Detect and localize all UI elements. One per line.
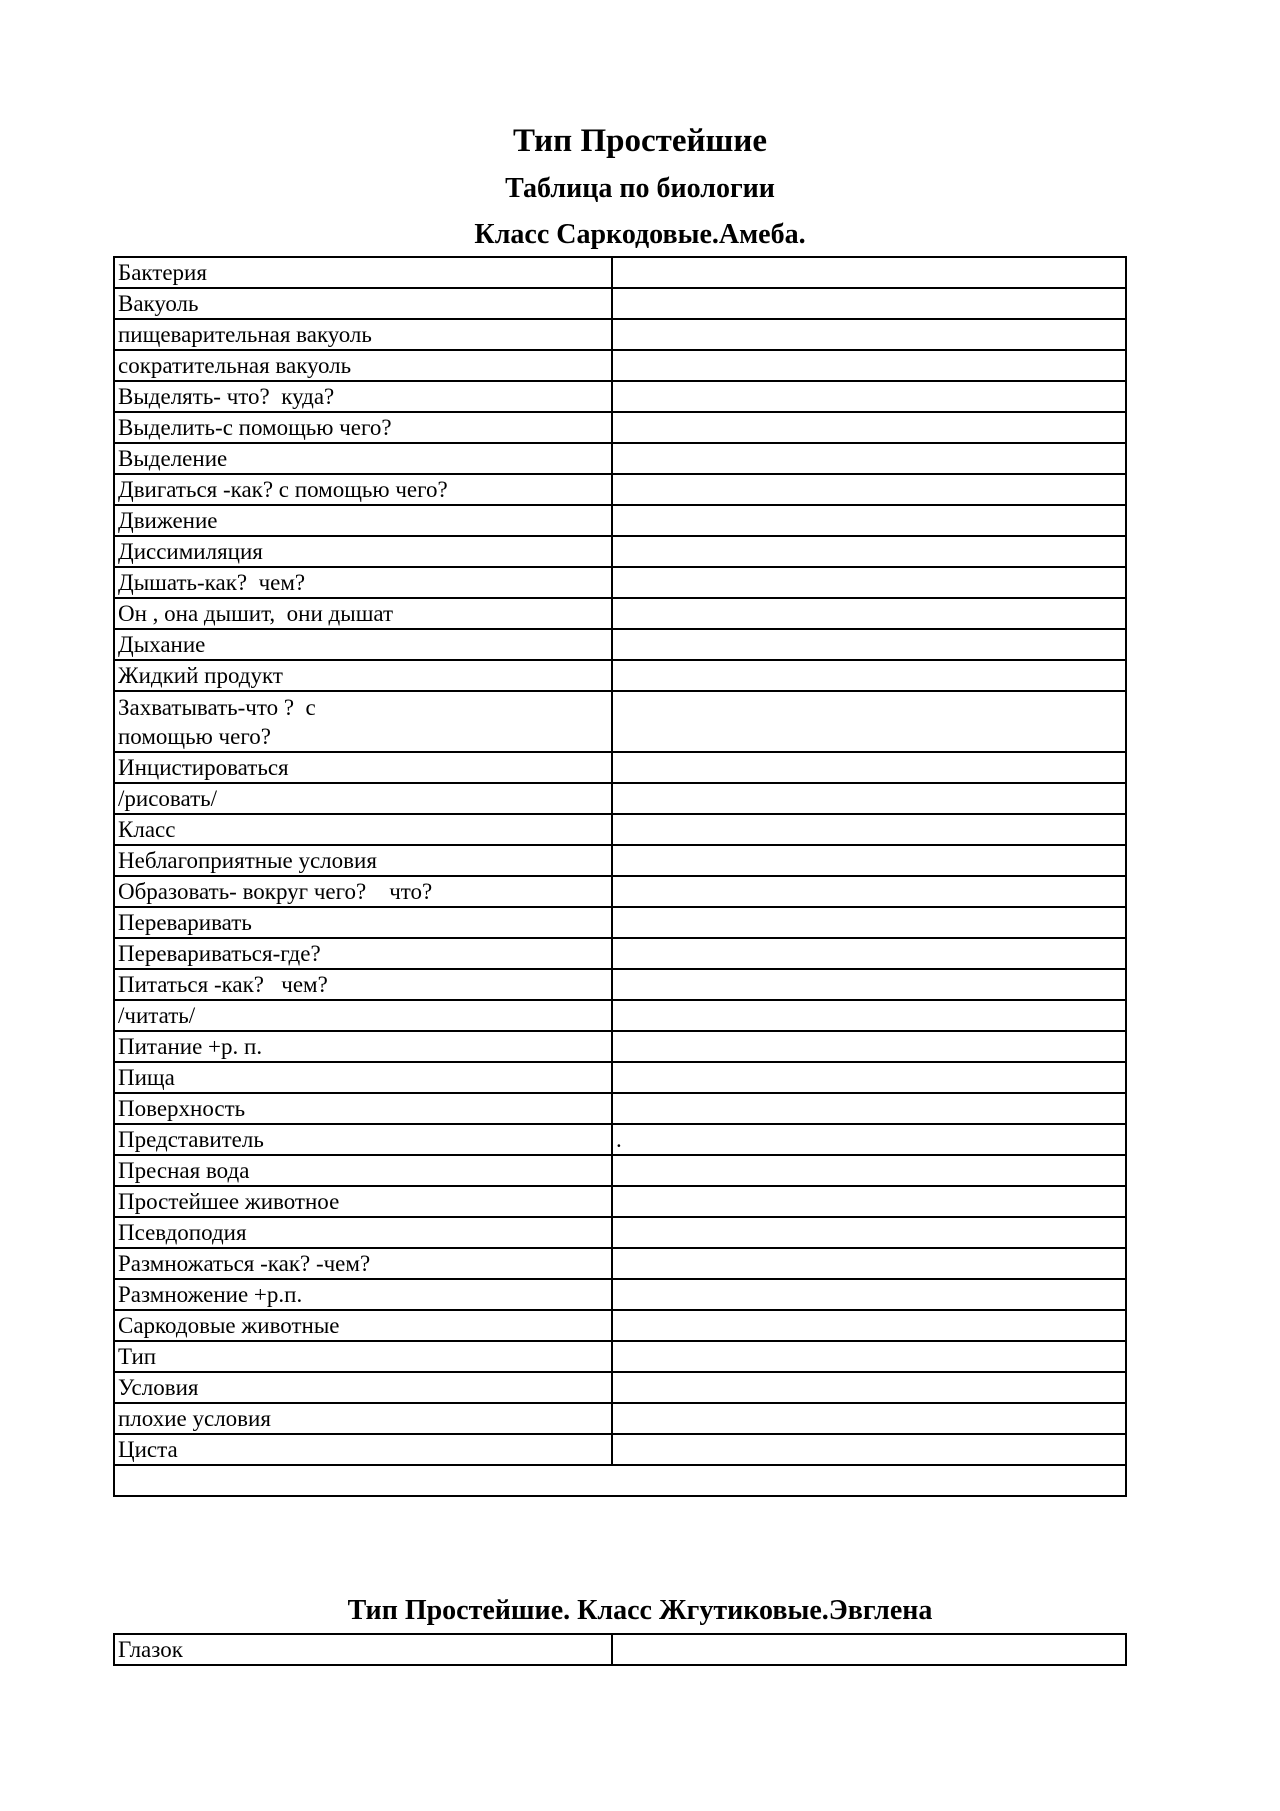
- answer-cell[interactable]: [612, 443, 1126, 474]
- answer-cell[interactable]: [612, 876, 1126, 907]
- term-cell: пищеварительная вакуоль: [114, 319, 612, 350]
- table-row: [114, 1434, 1126, 1465]
- answer-cell[interactable]: [612, 567, 1126, 598]
- term-cell: Жидкий продукт: [114, 660, 612, 691]
- term-cell: Перевариваться-где?: [114, 938, 612, 969]
- answer-cell[interactable]: [612, 1093, 1126, 1124]
- term-cell: Класс: [114, 814, 612, 845]
- table-row: [114, 1124, 1126, 1155]
- table-row: [114, 814, 1126, 845]
- table-row: [114, 1341, 1126, 1372]
- answer-cell[interactable]: [612, 474, 1126, 505]
- term-cell: Двигаться -как? с помощью чего?: [114, 474, 612, 505]
- term-cell: сократительная вакуоль: [114, 350, 612, 381]
- answer-cell[interactable]: [612, 381, 1126, 412]
- vocabulary-table-euglena: [113, 1633, 1127, 1666]
- term-cell: Вакуоль: [114, 288, 612, 319]
- answer-cell[interactable]: [612, 319, 1126, 350]
- term-cell: Неблагоприятные условия: [114, 845, 612, 876]
- answer-cell[interactable]: [612, 1372, 1126, 1403]
- term-cell: Образовать- вокруг чего? что?: [114, 876, 612, 907]
- answer-cell[interactable]: [612, 907, 1126, 938]
- term-cell: /читать/: [114, 1000, 612, 1031]
- answer-cell[interactable]: [612, 1310, 1126, 1341]
- table-row: [114, 1372, 1126, 1403]
- term-cell: Глазок: [114, 1634, 612, 1665]
- term-cell: Размножаться -как? -чем?: [114, 1248, 612, 1279]
- table-row: [114, 412, 1126, 443]
- section1-heading: Класс Саркодовые.Амеба.: [474, 219, 806, 250]
- term-cell: Переваривать: [114, 907, 612, 938]
- table-row: [114, 474, 1126, 505]
- table-row: [114, 381, 1126, 412]
- answer-cell[interactable]: [612, 845, 1126, 876]
- table-row: [114, 1155, 1126, 1186]
- page-title: Тип Простейшие: [512, 123, 768, 159]
- answer-cell[interactable]: [612, 1434, 1126, 1465]
- table-row: [114, 1031, 1126, 1062]
- table-row: [114, 1279, 1126, 1310]
- table-row: [114, 1186, 1126, 1217]
- term-cell: Выделить-с помощью чего?: [114, 412, 612, 443]
- table-row: [114, 1403, 1126, 1434]
- answer-cell[interactable]: [612, 969, 1126, 1000]
- term-cell: Пища: [114, 1062, 612, 1093]
- term-cell: Дыхание: [114, 629, 612, 660]
- answer-cell[interactable]: [612, 660, 1126, 691]
- term-cell: Бактерия: [114, 257, 612, 288]
- table-row: [114, 598, 1126, 629]
- term-cell: Псевдоподия: [114, 1217, 612, 1248]
- term-cell: Циста: [114, 1434, 612, 1465]
- answer-cell[interactable]: [612, 350, 1126, 381]
- term-cell: Саркодовые животные: [114, 1310, 612, 1341]
- answer-cell[interactable]: [612, 505, 1126, 536]
- term-cell: Питаться -как? чем?: [114, 969, 612, 1000]
- table-row: [114, 938, 1126, 969]
- term-cell: Размножение +р.п.: [114, 1279, 612, 1310]
- table-row: [114, 660, 1126, 691]
- table-row: [114, 1062, 1126, 1093]
- answer-cell[interactable]: [612, 1341, 1126, 1372]
- table-row: [114, 1217, 1126, 1248]
- answer-cell[interactable]: [612, 1062, 1126, 1093]
- table-row: [114, 629, 1126, 660]
- answer-cell[interactable]: [612, 288, 1126, 319]
- term-cell: /рисовать/: [114, 783, 612, 814]
- table-row: [114, 1093, 1126, 1124]
- term-cell: Пресная вода: [114, 1155, 612, 1186]
- table-row: [114, 567, 1126, 598]
- table-row: [114, 319, 1126, 350]
- answer-cell[interactable]: [612, 1403, 1126, 1434]
- table-row: [114, 536, 1126, 567]
- table-row: [114, 907, 1126, 938]
- table-row: [114, 876, 1126, 907]
- answer-cell[interactable]: [612, 1279, 1126, 1310]
- term-cell: плохие условия: [114, 1403, 612, 1434]
- answer-cell[interactable]: [612, 629, 1126, 660]
- term-cell: Поверхность: [114, 1093, 612, 1124]
- term-cell: Условия: [114, 1372, 612, 1403]
- table-row: [114, 783, 1126, 814]
- vocabulary-table-amoeba: [113, 256, 1127, 1497]
- answer-cell[interactable]: [612, 691, 1126, 752]
- answer-cell[interactable]: [612, 598, 1126, 629]
- answer-cell[interactable]: [612, 257, 1126, 288]
- table-row: [114, 1310, 1126, 1341]
- table-row: [114, 752, 1126, 783]
- table-row: [114, 969, 1126, 1000]
- answer-cell[interactable]: [612, 536, 1126, 567]
- answer-cell[interactable]: [612, 814, 1126, 845]
- page-subtitle: Таблица по биологии: [505, 173, 775, 204]
- answer-cell[interactable]: [612, 1634, 1126, 1665]
- term-cell: Движение: [114, 505, 612, 536]
- table-row: [114, 257, 1126, 288]
- term-cell: Диссимиляция: [114, 536, 612, 567]
- table-row: [114, 691, 1126, 752]
- empty-row: [114, 1465, 1126, 1496]
- answer-cell[interactable]: [612, 1155, 1126, 1186]
- term-cell: Простейшее животное: [114, 1186, 612, 1217]
- answer-cell[interactable]: [612, 783, 1126, 814]
- term-cell: Он , она дышит, они дышат: [114, 598, 612, 629]
- answer-cell[interactable]: [612, 1186, 1126, 1217]
- term-cell: Выделять- что? куда?: [114, 381, 612, 412]
- term-cell: Захватывать-что ? с помощью чего?: [114, 691, 612, 752]
- answer-cell[interactable]: [612, 752, 1126, 783]
- table-row: [114, 1000, 1126, 1031]
- empty-cell[interactable]: [114, 1465, 1126, 1496]
- term-cell: Дышать-как? чем?: [114, 567, 612, 598]
- answer-cell[interactable]: .: [612, 1124, 1126, 1155]
- answer-cell[interactable]: [612, 1031, 1126, 1062]
- table-row: [114, 845, 1126, 876]
- table-row: [114, 1248, 1126, 1279]
- table-row: [114, 350, 1126, 381]
- section2-heading: Тип Простейшие. Класс Жгутиковые.Эвглена: [347, 1595, 933, 1626]
- table-row: [114, 505, 1126, 536]
- term-cell: Инцистироваться: [114, 752, 612, 783]
- answer-cell[interactable]: [612, 1248, 1126, 1279]
- term-cell: Представитель: [114, 1124, 612, 1155]
- term-cell: Тип: [114, 1341, 612, 1372]
- answer-cell[interactable]: [612, 1217, 1126, 1248]
- term-cell: Питание +р. п.: [114, 1031, 612, 1062]
- answer-cell[interactable]: [612, 412, 1126, 443]
- term-cell: Выделение: [114, 443, 612, 474]
- table-row: [114, 443, 1126, 474]
- answer-cell[interactable]: [612, 938, 1126, 969]
- answer-cell[interactable]: [612, 1000, 1126, 1031]
- table-row: [114, 288, 1126, 319]
- table-row: [114, 1634, 1126, 1665]
